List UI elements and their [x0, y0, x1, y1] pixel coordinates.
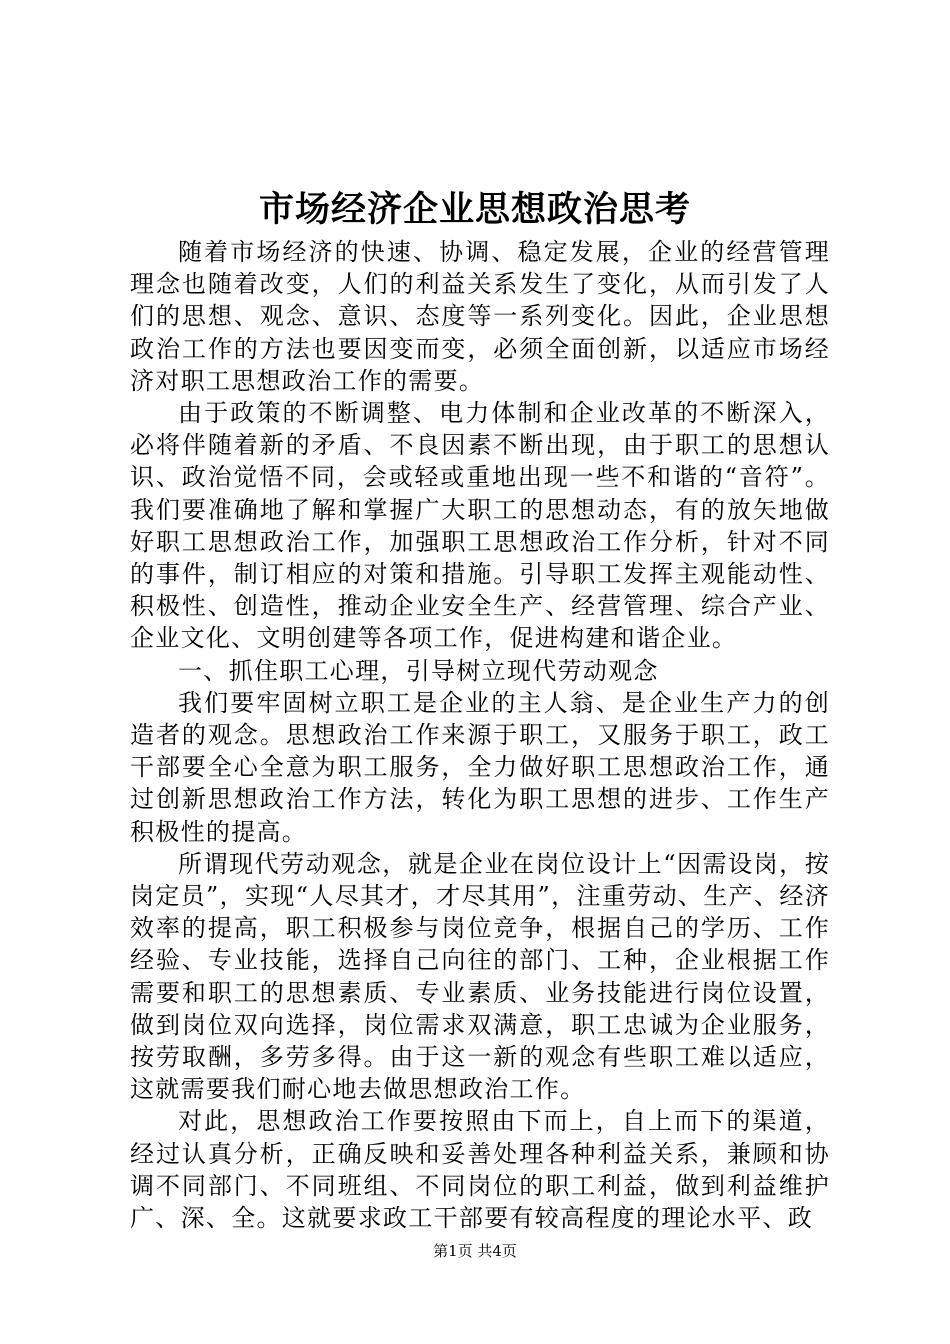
- paragraph: 随着市场经济的快速、协调、稳定发展，企业的经营管理理念也随着改变，人们的利益关系发生了变化，从而引发了人们的思想、观念、意识、态度等一系列变化。因此，企业思想政治工作的方法也要因变而变，必须全面创新，以适应市场经济对职工思想政治工作的需要。: [130, 238, 830, 395]
- document-title: 市场经济企业思想政治思考: [258, 189, 691, 230]
- paragraph: 我们要牢固树立职工是企业的主人翁、是企业生产力的创造者的观念。思想政治工作来源于职工，又服务于职工，政工干部要全心全意为职工服务，全力做好职工思想政治工作，通过创新思想政治工作方法，转化为职工思想的进步、工作生产积极性的提高。: [130, 688, 830, 846]
- document-body: [130, 236, 830, 1234]
- paragraph: 由于政策的不断调整、电力体制和企业改革的不断深入，必将伴随着新的矛盾、不良因素不断出现，由于职工的思想认识、政治觉悟不同，会或轻或重地出现一些不和谐的“音符”。我们要准确地了解和掌握广大职工的思想动态，有的放矢地做好职工思想政治工作，加强职工思想政治工作分析，针对不同的事件，制订相应的对策和措施。引导职工发挥主观能动性、积极性、创造性，推动企业安全生产、经营管理、综合产业、企业文化、文明创建等各项工作，促进构建和谐企业。: [130, 399, 830, 653]
- paragraph: 对此，思想政治工作要按照由下而上，自上而下的渠道，经过认真分析，正确反映和妥善处理各种利益关系，兼顾和协调不同部门、不同班组、不同岗位的职工利益，做到利益维护广、深、全。这就要求政工干部要有较高程度的理论水平、政: [130, 1107, 830, 1233]
- paragraph: 所谓现代劳动观念，就是企业在岗位设计上“因需设岗，按岗定员”，实现“人尽其才，才尽其用”，注重劳动、生产、经济效率的提高，职工积极参与岗位竞争，根据自己的学历、工作经验、专业技能，选择自己向往的部门、工种，企业根据工作需要和职工的思想素质、专业素质、业务技能进行岗位设置，做到岗位双向选择，岗位需求双满意，职工忠诚为企业服务，按劳取酬，多劳多得。由于这一新的观念有些职工难以适应，这就需要我们耐心地去做思想政治工作。: [130, 849, 830, 1104]
- section-heading: 一、抓住职工心理，引导树立现代劳动观念: [178, 656, 659, 685]
- page-number-footer: 第1页 共4页: [433, 1242, 517, 1260]
